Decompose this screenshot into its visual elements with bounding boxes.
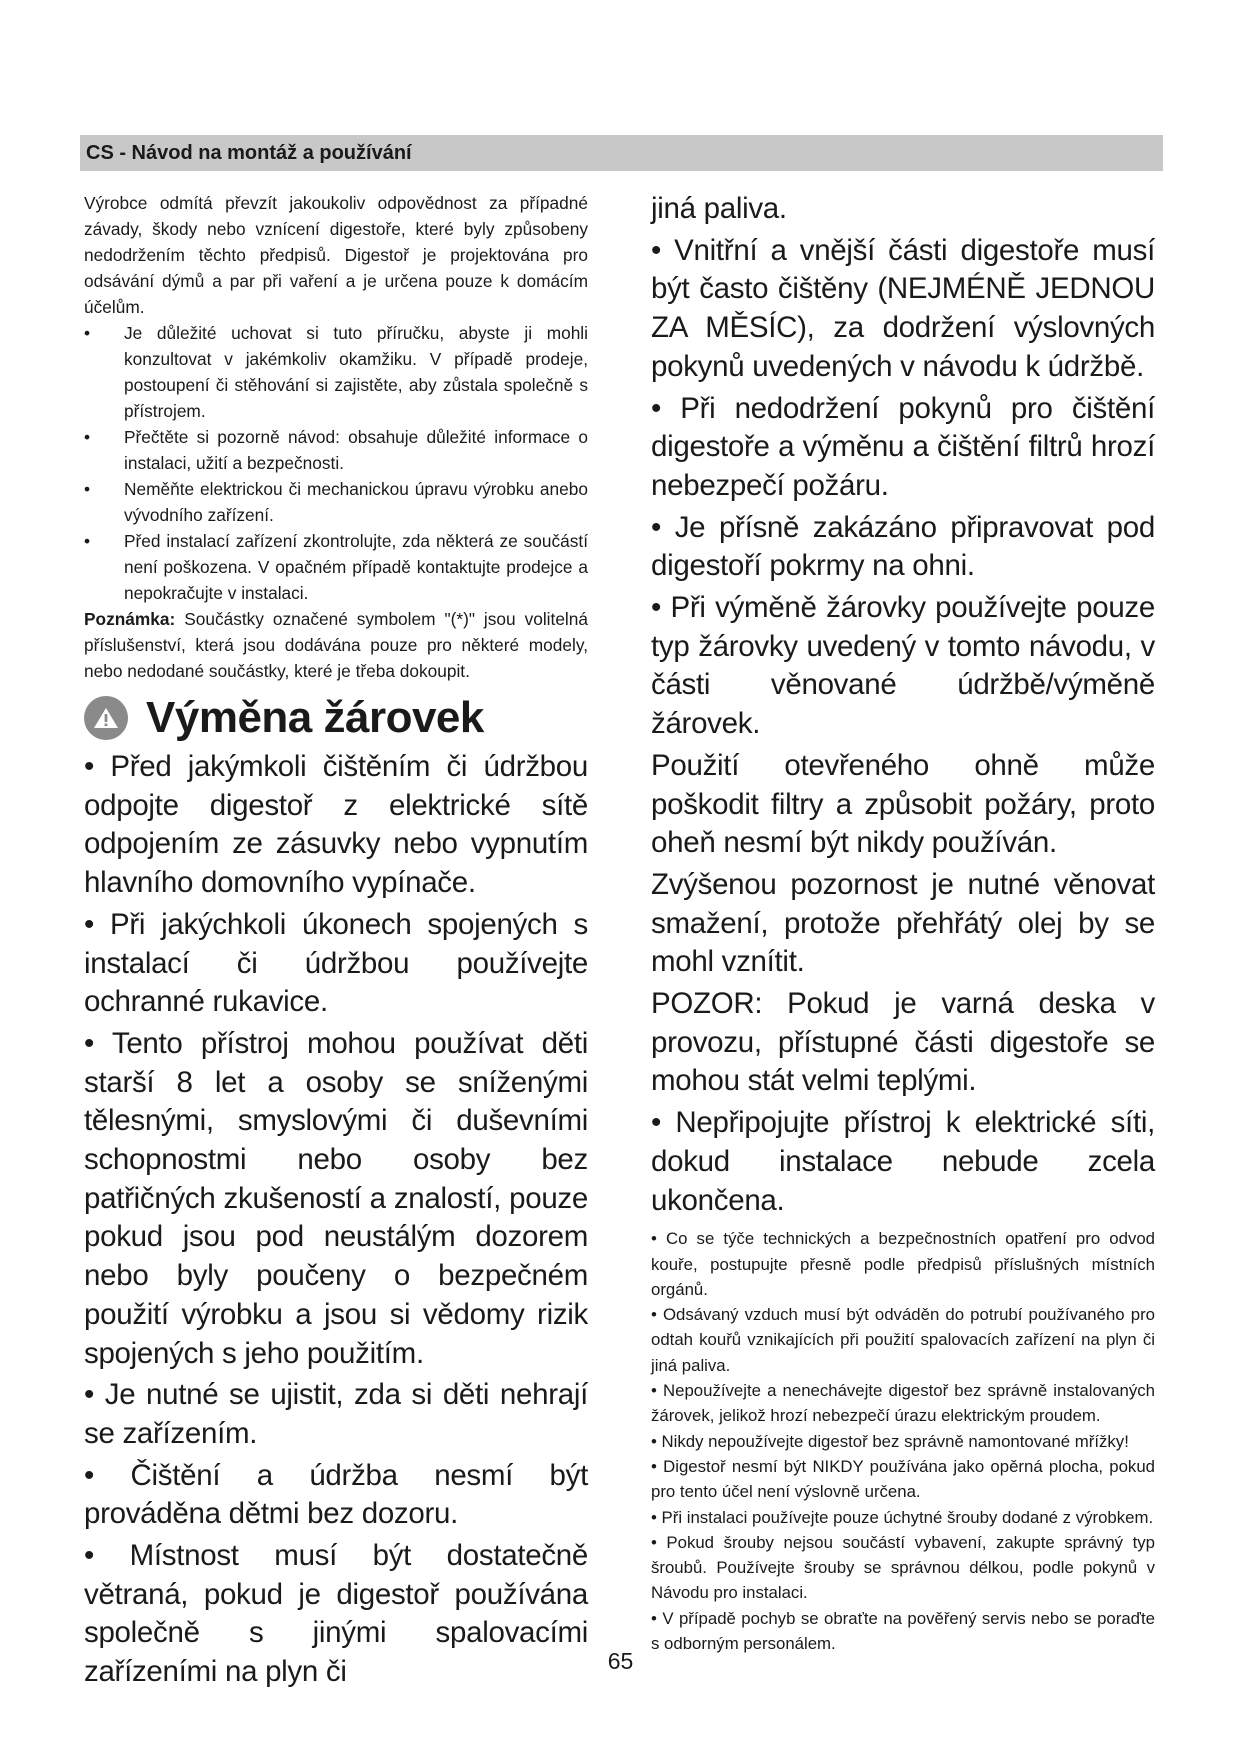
safety-note: • V případě pochyb se obraťte na pověřený servis nebo se poraďte s odborným personálem. <box>651 1608 1155 1654</box>
warning-paragraph: • Před jakýmkoli čištěním či údržbou odpojte digestoř z elektrické sítě odpojením ze zásuvky nebo vypnutím hlavního domovního vypínače. <box>84 750 588 900</box>
warning-paragraph: • Při jakýchkoli úkonech spojených s instalací či údržbou používejte ochranné rukavice. <box>84 907 588 1019</box>
safety-note: • Pokud šrouby nejsou součástí vybavení, zakupte správný typ šroubů. Používejte šrouby se správnou délkou, podle pokynů v Návodu pro instalaci. <box>651 1532 1155 1603</box>
list-item: • Neměňte elektrickou či mechanickou úpravu výrobku anebo vývodního zařízení. <box>84 479 588 525</box>
warning-paragraph: Použití otevřeného ohně může poškodit filtry a způsobit požáry, proto oheň nesmí být nikdy používán. <box>651 748 1155 860</box>
safety-note: • Nepoužívejte a nenechávejte digestoř bez správně instalovaných žárovek, jelikož hrozí nebezpečí úrazu elektrickým proudem. <box>651 1381 1155 1426</box>
left-column <box>84 190 588 1692</box>
warning-paragraph: POZOR: Pokud je varná deska v provozu, přístupné části digestoře se mohou stát velmi teplými. <box>651 987 1155 1098</box>
warning-paragraph: • Při nedodržení pokynů pro čištění digestoře a výměnu a čištění filtrů hrozí nebezpečí požáru. <box>651 391 1155 502</box>
safety-note: • Odsávaný vzduch musí být odváděn do potrubí používaného pro odtah kouřů vznikajících při použití spalovacích zařízení na plyn či jiná paliva. <box>651 1305 1155 1375</box>
intro-paragraph: Výrobce odmítá převzít jakoukoliv odpovědnost za případné závady, škody nebo vznícení digestoře, které byly způsobeny nedodržením těchto předpisů. Digestoř je projektována pro odsávání dýmů a par při vaření a je určena pouze k domácím účelům. <box>84 193 588 317</box>
page-number: 65 <box>607 1648 634 1674</box>
small-bullet-list <box>84 320 588 606</box>
warning-paragraph: • Čištění a údržba nesmí být prováděna dětmi bez dozoru. <box>84 1458 588 1531</box>
heading-text: Výměna žárovek <box>146 693 484 742</box>
warning-icon <box>84 696 128 740</box>
warning-paragraph: • Vnitřní a vnější části digestoře musí být často čištěny (NEJMÉNĚ JEDNOU ZA MĚSÍC), za dodržení výslovných pokynů uvedených v návodu k údržbě. <box>651 233 1155 383</box>
warning-paragraph: • Místnost musí být dostatečně větraná, pokud je digestoř používána společně s jinými spalovacími zařízeními na plyn či <box>84 1539 588 1689</box>
safety-note: • Digestoř nesmí být NIKDY používána jako opěrná plocha, pokud pro tento účel není výslovně určena. <box>651 1456 1155 1502</box>
list-item: • Přečtěte si pozorně návod: obsahuje důležité informace o instalaci, užití a bezpečnosti. <box>84 427 588 473</box>
warning-paragraph: • Je přísně zakázáno připravovat pod digestoří pokrmy na ohni. <box>651 510 1155 583</box>
warning-paragraph: • Při výměně žárovky používejte pouze typ žárovky uvedený v tomto návodu, v části věnované údržbě/výměně žárovek. <box>651 591 1155 741</box>
warning-paragraph: • Je nutné se ujistit, zda si děti nehrají se zařízením. <box>84 1378 588 1450</box>
warning-paragraph: jiná paliva. <box>651 192 787 225</box>
list-item: • Je důležité uchovat si tuto příručku, abyste ji mohli konzultovat v jakémkoliv okamžiku. V případě prodeje, postoupení či stěhování si zajistěte, aby zůstala společně s přístrojem. <box>84 323 588 421</box>
warning-paragraph: • Tento přístroj mohou používat děti starší 8 let a osoby se sníženými tělesnými, smyslovými či duševními schopnostmi nebo osoby bez patřičných zkušeností a znalostí, pouze pokud jsou pod neustálým dozorem nebo byly poučeny o bezpečném použití výrobku a jsou si vědomy rizik spojených s jeho použitím. <box>84 1026 588 1370</box>
right-column <box>651 190 1155 1656</box>
warning-paragraph: • Nepřipojujte přístroj k elektrické síti, dokud instalace nebude zcela ukončena. <box>651 1106 1155 1217</box>
safety-note: • Nikdy nepoužívejte digestoř bez správně namontované mřížky! <box>651 1431 1129 1451</box>
note-label: Poznámka: <box>84 609 176 629</box>
warning-paragraph: Zvýšenou pozornost je nutné věnovat smažení, protože přehřátý olej by se mohl vznítit. <box>651 867 1155 979</box>
section-heading <box>84 690 588 746</box>
section-header: CS - Návod na montáž a používání <box>80 135 1163 171</box>
note-paragraph: Poznámka: Součástky označené symbolem "(*)" jsou volitelná příslušenství, která jsou dodávána pouze pro některé modely, nebo nedodané součástky, které je třeba dokoupit. <box>84 609 588 681</box>
list-item: • Před instalací zařízení zkontrolujte, zda některá ze součástí není poškozena. V opačném případě kontaktujte prodejce a nepokračujte v instalaci. <box>84 531 588 603</box>
safety-note: • Při instalaci používejte pouze úchytné šrouby dodané z výrobkem. <box>651 1507 1154 1527</box>
safety-note: • Co se týče technických a bezpečnostních opatření pro odvod kouře, postupujte přesně podle předpisů příslušných místních orgánů. <box>651 1229 1155 1299</box>
